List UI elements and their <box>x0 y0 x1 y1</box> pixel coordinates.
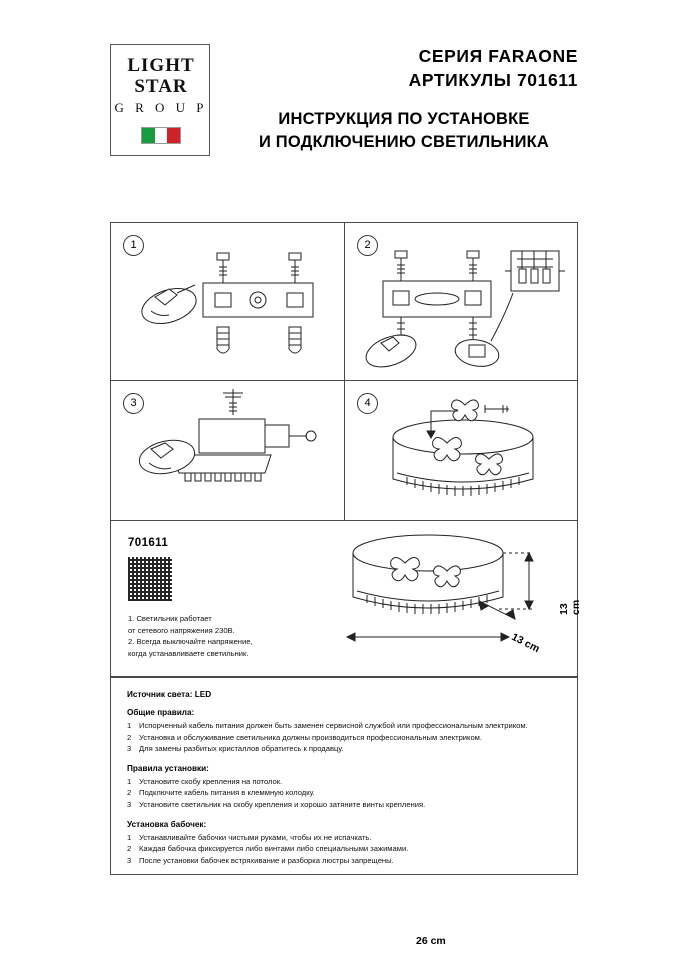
step-3-illustration <box>111 381 345 521</box>
dimension-height-label: 13 cm <box>558 599 582 615</box>
list-item: 1 Установите скобу крепления на потолок. <box>127 776 283 786</box>
header <box>110 44 580 174</box>
step-2-illustration <box>345 223 578 381</box>
list-item: 3 Для замены разбитых кристаллов обратитесь к продавцу. <box>127 744 344 754</box>
header-text <box>228 44 580 154</box>
step-4-illustration <box>345 381 578 521</box>
butterfly-rule-2: Каждая бабочка фиксируется либо винтами либо специальными зажимами. <box>139 844 409 854</box>
install-rule-3: Установите светильник на скобу крепления и хорошо затяните винты крепления. <box>139 799 426 809</box>
product-note-line-3: 2. Всегда выключайте напряжение, <box>128 637 253 646</box>
logo-line-2: STAR <box>134 76 188 97</box>
light-source-label: Источник света: LED <box>127 690 212 699</box>
brand-logo <box>110 44 210 156</box>
install-rule-1: Установите скобу крепления на потолок. <box>139 776 283 786</box>
step-2-cell <box>345 223 578 381</box>
dimension-width-label: 26 cm <box>416 935 446 947</box>
step-1-number: 1 <box>123 235 144 256</box>
italy-flag-icon <box>141 127 181 144</box>
product-note-line-4: когда устанавливаете светильник. <box>128 648 249 658</box>
product-dimension-drawing <box>111 521 578 676</box>
step-3-cell <box>111 381 345 521</box>
step-1-illustration <box>111 223 345 381</box>
product-note-line-1: 1. Светильник работает <box>128 614 212 623</box>
dimension-depth-label: 13 cm <box>509 631 542 656</box>
instructions-panel <box>110 677 578 875</box>
list-item: 3 После установки бабочек встряхивание и разборка люстры запрещены. <box>127 855 394 865</box>
series-label: СЕРИЯ FARAONE <box>418 46 578 66</box>
step-4-cell <box>345 381 578 521</box>
step-1-cell <box>111 223 345 381</box>
install-rules-title: Правила установки: <box>127 763 209 773</box>
general-rules-list <box>127 720 561 755</box>
document-title-line-2: И ПОДКЛЮЧЕНИЮ СВЕТИЛЬНИКА <box>258 133 550 151</box>
step-2-number: 2 <box>357 235 378 256</box>
butterfly-install-title: Установка бабочек: <box>127 819 207 829</box>
list-item: 2 Установка и обслуживание светильника должны производиться профессиональным электриком. <box>127 732 483 742</box>
list-item: 2 Каждая бабочка фиксируется либо винтами либо специальными зажимами. <box>127 844 409 854</box>
document-title-line-1: ИНСТРУКЦИЯ ПО УСТАНОВКЕ <box>278 110 530 128</box>
install-rules-list <box>127 776 561 811</box>
general-rule-3: Для замены разбитых кристаллов обратитесь к продавцу. <box>139 744 344 754</box>
general-rule-2: Установка и обслуживание светильника должны производиться профессиональным электриком. <box>139 732 483 742</box>
step-3-number: 3 <box>123 393 144 414</box>
article-label: АРТИКУЛЫ 701611 <box>408 70 578 90</box>
list-item: 1 Устанавливайте бабочки чистыми руками, чтобы их не испачкать. <box>127 832 372 842</box>
butterfly-rule-3: После установки бабочек встряхивание и разборка люстры запрещены. <box>139 855 394 865</box>
general-rule-1: Испорченный кабель питания должен быть заменен сервисной службой или профессиональным электриком. <box>139 721 528 730</box>
product-article-number: 701611 <box>128 537 169 549</box>
list-item: 2 Подключите кабель питания в клеммную колодку. <box>127 788 315 798</box>
butterfly-install-list <box>127 832 561 867</box>
document-title <box>228 108 580 154</box>
logo-wordmark <box>111 55 211 118</box>
logo-line-3: G R O U P <box>114 100 208 115</box>
product-note-line-2: от сетевого напряжения 230В. <box>128 625 235 635</box>
step-4-number: 4 <box>357 393 378 414</box>
logo-line-1: LIGHT <box>127 55 195 76</box>
install-rule-2: Подключите кабель питания в клеммную колодку. <box>139 788 315 798</box>
butterfly-rule-1: Устанавливайте бабочки чистыми руками, чтобы их не испачкать. <box>139 832 372 842</box>
general-rules-title: Общие правила: <box>127 708 195 717</box>
list-item: 1 Испорченный кабель питания должен быть заменен сервисной службой или профессиональным электриком. <box>127 721 528 730</box>
list-item: 3 Установите светильник на скобу крепления и хорошо затяните винты крепления. <box>127 799 426 809</box>
